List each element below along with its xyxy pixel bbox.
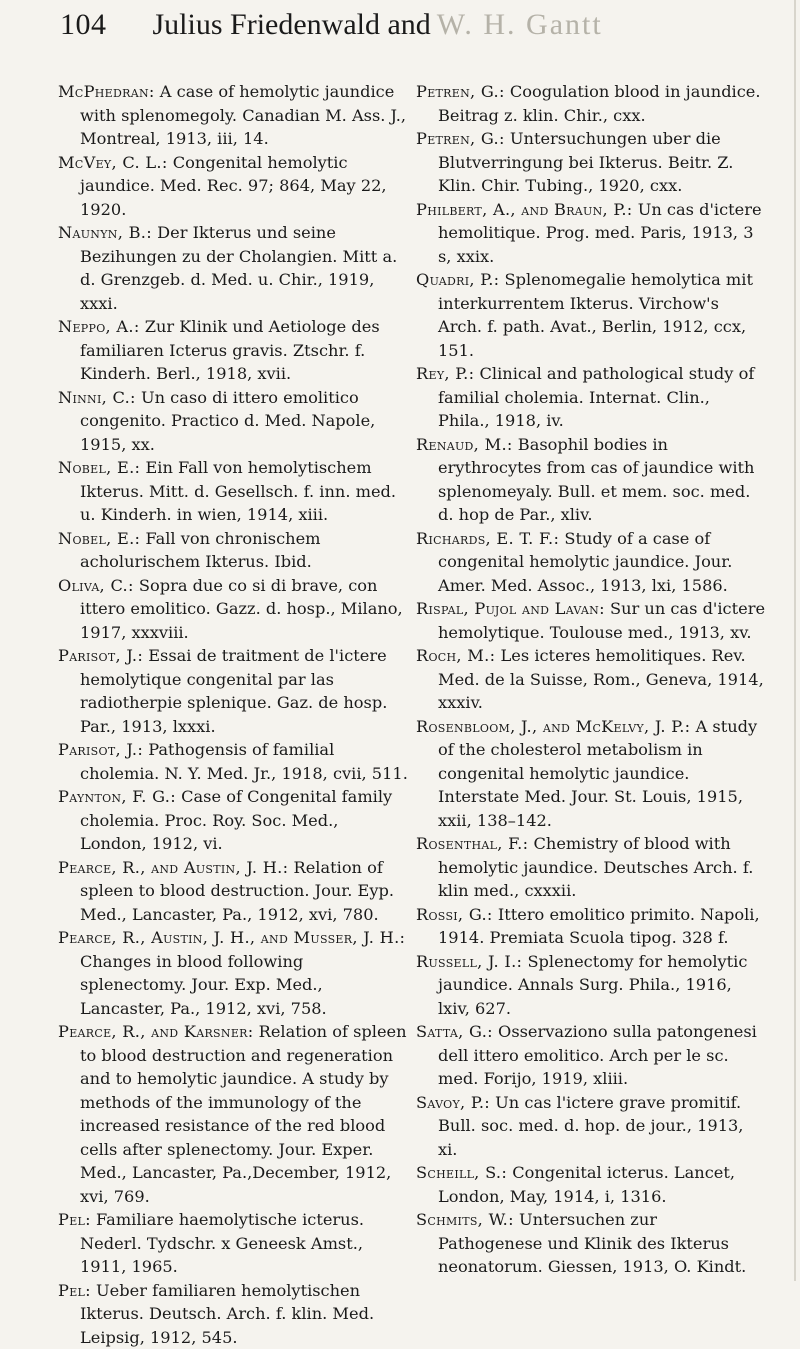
author-name: Schmits, W.: [416,1210,514,1229]
citation-text: Splenomegalie hemolytica mit interkurrentem Ikterus. Virchow's Arch. f. path. Avat., Berlin, 1912, ccx, 151. [438,270,753,360]
author-name: Russell, J. I.: [416,952,522,971]
citation-text: Clinical and pathological study of familial cholemia. Internat. Clin., Phila., 1918, iv. [438,364,754,430]
citation-text: Relation of spleen to blood destruction. Jour. Eyp. Med., Lancaster, Pa., 1912, xvi, 780. [80,858,394,924]
author-name: Rossi, G.: [416,905,493,924]
bibliography-entry [58,856,410,927]
author-name: Scheill, S.: [416,1163,507,1182]
author-name: Parisot, J.: [58,646,143,665]
bibliography-entry [416,644,766,715]
bibliography-entry [416,903,766,950]
author-name: Nobel, E.: [58,458,140,477]
bibliography-entry [58,456,410,527]
citation-text: Case of Congenital family cholemia. Proc. Roy. Soc. Med., London, 1912, vi. [80,787,392,853]
citation-text: Fall von chronischem acholurischem Ikterus. Ibid. [80,529,321,572]
bibliography-entry [416,362,766,433]
bibliography-entry [416,1161,766,1208]
bibliography-entry [416,268,766,362]
citation-text: A case of hemolytic jaundice with splenomegoly. Canadian M. Ass. J., Montreal, 1913, iii, 14. [80,82,406,148]
author-name: Petren, G.: [416,82,505,101]
bibliography-entry [58,527,410,574]
bibliography-entry [58,151,410,222]
bibliography-entry [58,80,410,151]
author-name: Rosenbloom, J., and McKelvy, J. P.: [416,717,690,736]
bibliography-entry [416,832,766,903]
citation-text: Untersuchen zur Pathogenese und Klinik des Ikterus neonatorum. Giessen, 1913, O. Kindt. [438,1210,746,1276]
bibliography-entry [416,597,766,644]
citation-text: Un caso di ittero emolitico congenito. Practico d. Med. Napole, 1915, xx. [80,388,375,454]
author-name: Rispal, Pujol and Lavan: [416,599,605,618]
bibliography-entry [58,574,410,645]
author-name: Renaud, M.: [416,435,513,454]
bibliography-entry [416,80,766,127]
author-name: Ninni, C.: [58,388,136,407]
author-name: Neppo, A.: [58,317,140,336]
citation-text: Untersuchungen uber die Blutverringung bei Ikterus. Beitr. Z. Klin. Chir. Tubing., 1920, cxx. [438,129,733,195]
citation-text: Ueber familiaren hemolytischen Ikterus. Deutsch. Arch. f. klin. Med. Leipsig, 1912, 545. [80,1281,374,1347]
bibliography-entry [58,644,410,738]
bibliography-entry [416,527,766,598]
author-name: Pel: [58,1210,91,1229]
author-name: Rosenthal, F.: [416,834,528,853]
bibliography-entry [58,315,410,386]
citation-text: Relation of spleen to blood destruction and regeneration and to hemolytic jaundice. A study by methods of the immunology of the increased resistance of the red blood cells after splenectomy. Jour. Exper. Med., Lancaster, Pa.,December, 1912, xvi, 769. [80,1022,407,1206]
author-name: Roch, M.: [416,646,495,665]
author-name: Nobel, E.: [58,529,140,548]
citation-text: Chemistry of blood with hemolytic jaundice. Deutsches Arch. f. klin med., cxxxii. [438,834,753,900]
left-column [58,80,410,1349]
citation-text: Congenital hemolytic jaundice. Med. Rec. 97; 864, May 22, 1920. [80,153,387,219]
bibliography-entry [416,198,766,269]
page-number: 104 [60,8,107,42]
bibliography-entry [58,221,410,315]
bibliography-entry [416,433,766,527]
right-column [416,80,766,1279]
citation-text: A study of the cholesterol metabolism in congenital hemolytic jaundice. Interstate Med. Jour. St. Louis, 1915, xxii, 138–142. [438,717,757,830]
author-name: Philbert, A., and Braun, P.: [416,200,633,219]
bibliography-entry [416,127,766,198]
citation-text: Les icteres hemolitiques. Rev. Med. de la Suisse, Rom., Geneva, 1914, xxxiv. [438,646,764,712]
author-name: Pearce, R., and Karsner: [58,1022,254,1041]
citation-text: Splenectomy for hemolytic jaundice. Annals Surg. Phila., 1916, lxiv, 627. [438,952,747,1018]
citation-text: Familiare haemolytische icterus. Nederl. Tydschr. x Geneesk Amst., 1911, 1965. [80,1210,364,1276]
author-name: McPhedran: [58,82,155,101]
author-name: Satta, G.: [416,1022,493,1041]
author-name: Quadri, P.: [416,270,499,289]
citation-text: Un cas d'ictere hemolitique. Prog. med. Paris, 1913, 3 s, xxix. [438,200,762,266]
citation-text: Pathogensis of familial cholemia. N. Y. Med. Jr., 1918, cvii, 511. [80,740,408,783]
author-name: Parisot, J.: [58,740,143,759]
bibliography-entry [416,715,766,833]
citation-text: Study of a case of congenital hemolytic jaundice. Jour. Amer. Med. Assoc., 1913, lxi, 1586. [438,529,732,595]
author-name: Naunyn, B.: [58,223,152,242]
citation-text: Changes in blood following splenectomy. Jour. Exp. Med., Lancaster, Pa., 1912, xvi, 758. [80,952,327,1018]
bibliography-entry [58,386,410,457]
bibliography-entry [58,1208,410,1279]
bibliography-entry [58,738,410,785]
citation-text: Zur Klinik und Aetiologe des familiaren Icterus gravis. Ztschr. f. Kinderh. Berl., 1918, xvii. [80,317,380,383]
bibliography-entry [416,950,766,1021]
citation-text: Sur un cas d'ictere hemolytique. Toulouse med., 1913, xv. [438,599,765,642]
running-title: Julius Friedenwald and [153,8,431,42]
author-name: Paynton, F. G.: [58,787,176,806]
bibliography-entry [58,1279,410,1349]
author-name: Savoy, P.: [416,1093,490,1112]
citation-text: Un cas l'ictere grave promitif. Bull. soc. med. d. hop. de jour., 1913, xi. [438,1093,743,1159]
author-name: Pearce, R., and Austin, J. H.: [58,858,288,877]
bibliography-entry [58,1020,410,1208]
bibliography-entry [416,1208,766,1279]
citation-text: Ein Fall von hemolytischem Ikterus. Mitt. d. Gesellsch. f. inn. med. u. Kinderh. in wien, 1914, xiii. [80,458,396,524]
running-title-faded: W. H. Gantt [437,8,603,42]
author-name: Rey, P.: [416,364,474,383]
author-name: Pearce, R., Austin, J. H., and Musser, J. H.: [58,928,405,947]
citation-text: Ittero emolitico primito. Napoli, 1914. Premiata Scuola tipog. 328 f. [438,905,760,948]
running-header [60,8,720,52]
page-edge-shadow [794,0,796,1281]
citation-text: Congenital icterus. Lancet, London, May, 1914, i, 1316. [438,1163,735,1206]
author-name: Pel: [58,1281,91,1300]
author-name: McVey, C. L.: [58,153,168,172]
author-name: Richards, E. T. F.: [416,529,559,548]
author-name: Oliva, C.: [58,576,134,595]
bibliography-entry [58,785,410,856]
author-name: Petren, G.: [416,129,505,148]
citation-text: Essai de traitment de l'ictere hemolytique congenital par las radiotherpie splenique. Gaz. de hosp. Par., 1913, lxxxi. [80,646,387,736]
citation-text: Osservaziono sulla patongenesi dell ittero emolitico. Arch per le sc. med. Forijo, 1919, xliii. [438,1022,757,1088]
bibliography-entry [416,1091,766,1162]
citation-text: Basophil bodies in erythrocytes from cas of jaundice with splenomeyaly. Bull. et mem. soc. med. d. hop de Par., xliv. [438,435,754,525]
citation-text: Coogulation blood in jaundice. Beitrag z. klin. Chir., cxx. [438,82,761,125]
citation-text: Der Ikterus und seine Bezihungen zu der Cholangien. Mitt a. d. Grenzgeb. d. Med. u. Chir., 1919, xxxi. [80,223,397,313]
bibliography-entry [416,1020,766,1091]
citation-text: Sopra due co si di brave, con ittero emolitico. Gazz. d. hosp., Milano, 1917, xxxviii. [80,576,403,642]
bibliography-entry [58,926,410,1020]
